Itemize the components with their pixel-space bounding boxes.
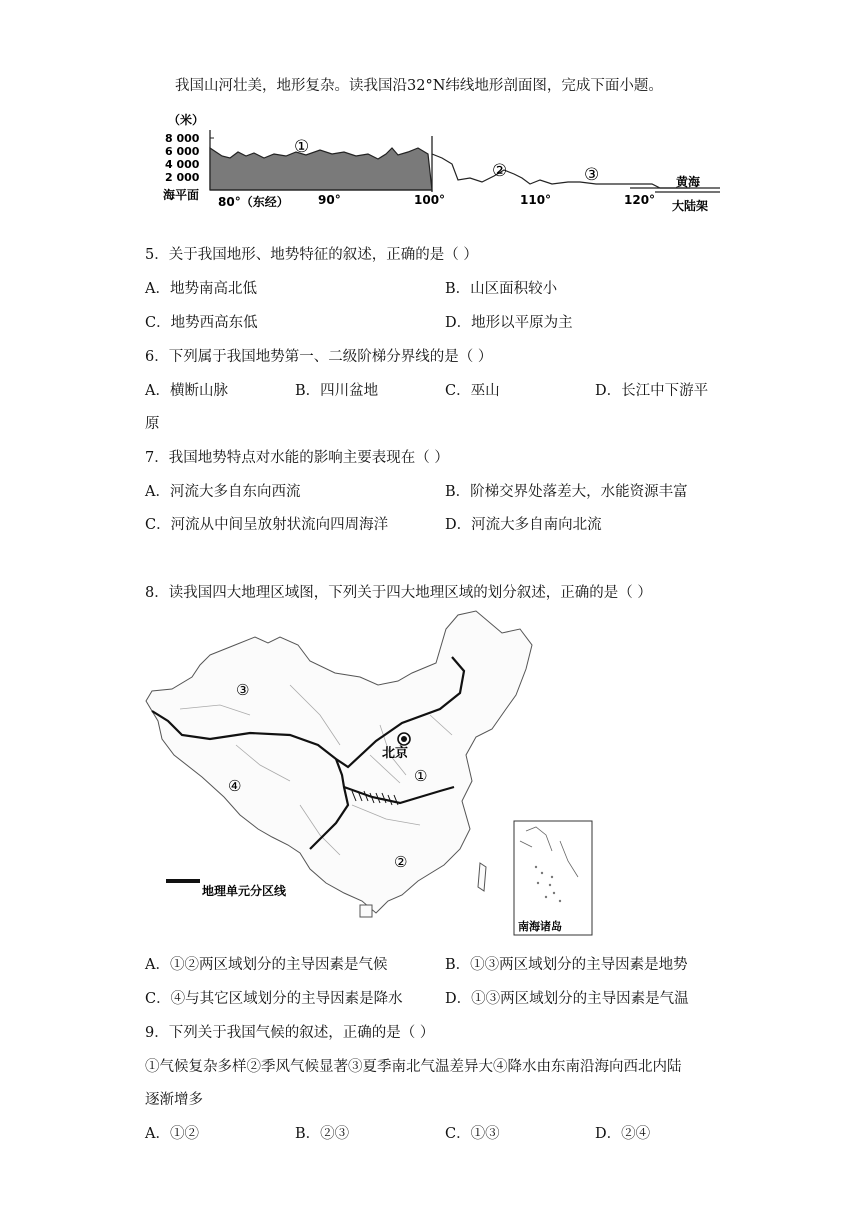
profile-xtick: 90° [318, 193, 341, 207]
taiwan-island [478, 863, 486, 891]
beijing-label: 北京 [382, 746, 409, 761]
profile-plateau-area [210, 148, 432, 190]
q7-option-c[interactable]: C．河流从中间呈放射状流向四周海洋 [145, 517, 389, 533]
profile-xtick: 110° [520, 193, 552, 207]
q6-option-b[interactable]: B．四川盆地 [295, 383, 379, 399]
q9-option-c[interactable]: C．①③ [445, 1126, 500, 1142]
q5-option-b[interactable]: B．山区面积较小 [445, 281, 558, 297]
map-region-2: ② [394, 853, 408, 871]
q8-option-c[interactable]: C．④与其它区域划分的主导因素是降水 [145, 991, 403, 1007]
profile-sea-label: 黄海 [676, 175, 701, 189]
inset-label: 南海诸岛 [518, 920, 562, 933]
q9-option-d[interactable]: D．②④ [595, 1126, 651, 1142]
profile-ytick: 6 000 [165, 145, 200, 158]
q9-option-a[interactable]: A．①② [145, 1126, 199, 1142]
q8-option-b[interactable]: B．①③两区域划分的主导因素是地势 [445, 957, 688, 973]
profile-ytick: 8 000 [165, 132, 200, 145]
profile-sea-level-label: 海平面 [163, 188, 200, 202]
profile-unit-label: （米） [168, 113, 205, 127]
q7-option-b[interactable]: B．阶梯交界处落差大，水能资源丰富 [445, 484, 688, 500]
q8-stem: 8．读我国四大地理区域图，下列关于四大地理区域的划分叙述，正确的是（ ） [145, 585, 652, 601]
q6-stem: 6．下列属于我国地势第一、二级阶梯分界线的是（ ） [145, 349, 493, 365]
profile-xtick: 80°（东经） [218, 195, 289, 209]
map-region-3: ③ [236, 681, 250, 699]
intro-text: 我国山河壮美，地形复杂。读我国沿32°N纬线地形剖面图，完成下面小题。 [175, 78, 663, 94]
profile-marker-2: ② [492, 161, 508, 181]
q6-option-a[interactable]: A．横断山脉 [145, 383, 228, 399]
q6-option-d[interactable]: D．长江中下游平 [595, 383, 709, 399]
q9-option-b[interactable]: B．②③ [295, 1126, 350, 1142]
profile-marker-1: ① [294, 137, 310, 157]
q5-stem: 5．关于我国地形、地势特征的叙述，正确的是（ ） [145, 247, 478, 263]
terrain-profile-chart [160, 108, 730, 216]
map-legend-label: 地理单元分区线 [202, 884, 287, 898]
q8-option-a[interactable]: A．①②两区域划分的主导因素是气候 [145, 957, 388, 973]
profile-ytick: 4 000 [165, 158, 200, 171]
profile-ytick: 2 000 [165, 171, 200, 184]
profile-shelf-label: 大陆架 [672, 199, 709, 213]
map-region-4: ④ [228, 777, 242, 795]
q9-statements-wrap: 逐渐增多 [145, 1092, 203, 1108]
q9-statements: ①气候复杂多样②季风气候显著③夏季南北气温差异大④降水由东南沿海向西北内陆 [145, 1059, 682, 1075]
q8-option-d[interactable]: D．①③两区域划分的主导因素是气温 [445, 991, 689, 1007]
q7-option-d[interactable]: D．河流大多自南向北流 [445, 517, 602, 533]
south-china-sea-inset [514, 821, 592, 935]
q6-option-c[interactable]: C．巫山 [445, 383, 500, 399]
map-region-1: ① [414, 767, 428, 785]
china-regions-map [140, 605, 610, 940]
profile-xtick: 100° [414, 193, 446, 207]
profile-marker-3: ③ [584, 165, 600, 185]
q7-stem: 7．我国地势特点对水能的影响主要表现在（ ） [145, 450, 449, 466]
q9-stem: 9．下列关于我国气候的叙述，正确的是（ ） [145, 1025, 435, 1041]
q5-option-c[interactable]: C．地势西高东低 [145, 315, 258, 331]
q7-option-a[interactable]: A．河流大多自东向西流 [145, 484, 301, 500]
profile-xtick: 120° [624, 193, 656, 207]
q6-option-d-wrap: 原 [145, 416, 160, 432]
q5-option-d[interactable]: D．地形以平原为主 [445, 315, 573, 331]
hainan-island [360, 905, 372, 917]
q5-option-a[interactable]: A．地势南高北低 [145, 281, 257, 297]
profile-east-line [432, 154, 690, 188]
